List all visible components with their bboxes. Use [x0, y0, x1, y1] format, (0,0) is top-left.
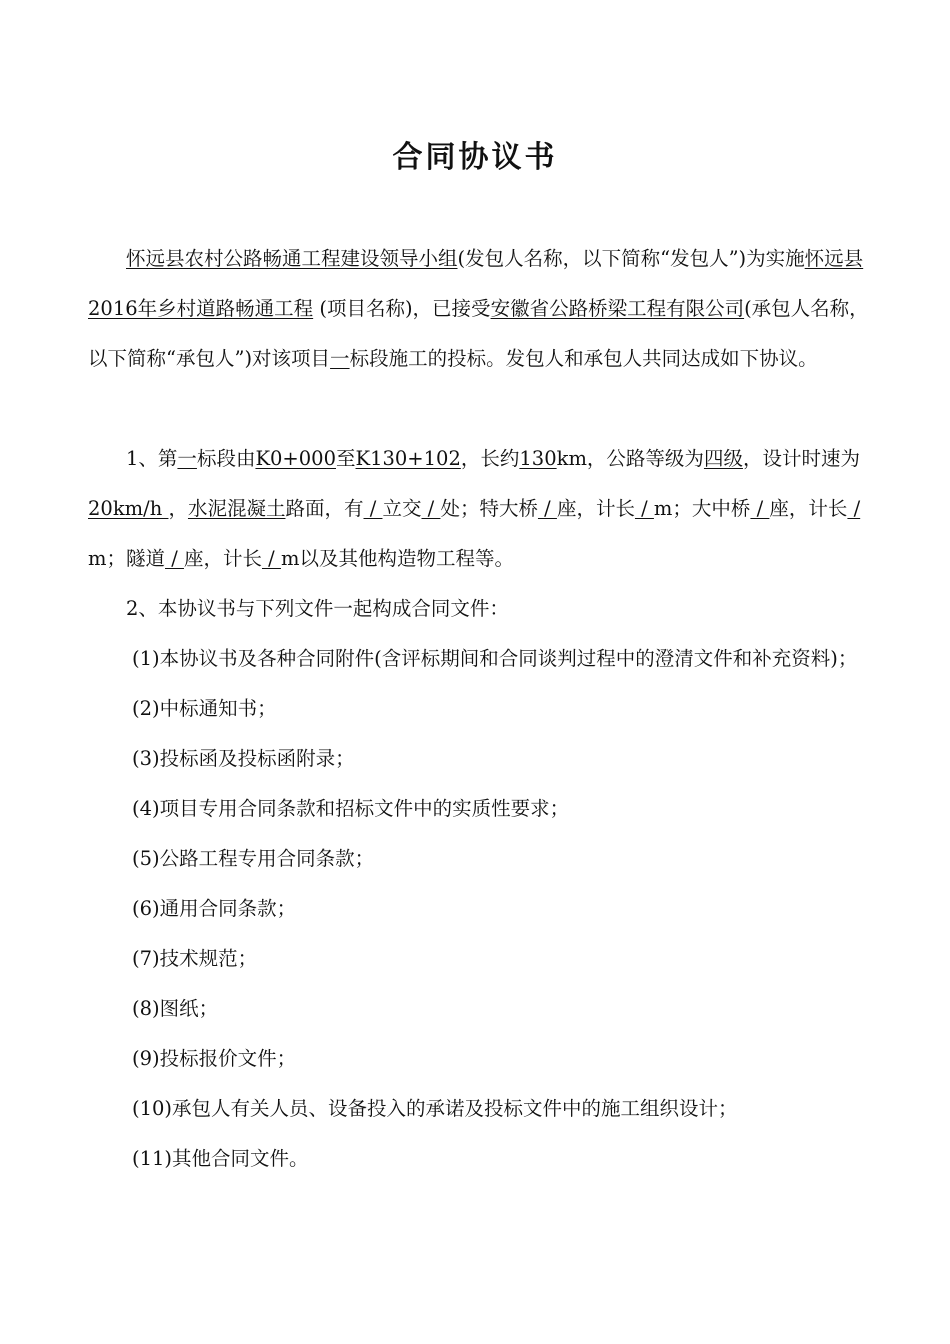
- clause-1-text: 座，计长: [556, 497, 635, 520]
- list-item: (9)投标报价文件；: [132, 1047, 297, 1070]
- interchange-count: /: [363, 497, 383, 520]
- list-item: (10)承包人有关人员、设备投入的承诺及投标文件中的施工组织设计；: [132, 1097, 738, 1120]
- project-note: (项目名称)，已接受: [313, 297, 491, 320]
- clause-1: [88, 434, 878, 584]
- clause-1-text: m；隧道: [88, 547, 165, 570]
- clause-1-text: ，设计时速为: [742, 447, 860, 470]
- list-item: (11)其他合同文件。: [132, 1147, 309, 1170]
- clause-1-text: 座，计长: [769, 497, 848, 520]
- bridge-count: /: [750, 497, 770, 520]
- end-station: K130+102: [355, 447, 461, 470]
- clause-2: 2、本协议书与下列文件一起构成合同文件：: [126, 597, 509, 620]
- document-list: [88, 634, 878, 1184]
- clause-1-text: 处；特大桥: [440, 497, 538, 520]
- section-number: 一: [330, 347, 350, 370]
- clause-1-text: m；大中桥: [653, 497, 751, 520]
- clause-1-text: ，长约: [460, 447, 520, 470]
- employer-note: (发包人名称，以下简称“发包人”)为实施: [457, 247, 805, 270]
- clause-1-text: km，公路等级为: [556, 447, 704, 470]
- list-item: (7)技术规范；: [132, 947, 258, 970]
- tunnel-count: /: [165, 547, 184, 570]
- start-station: K0+000: [255, 447, 336, 470]
- super-bridge-length: /: [634, 497, 654, 520]
- intro-paragraph: [88, 234, 878, 384]
- clause-1-text: 立交: [382, 497, 422, 520]
- road-grade: 四级: [703, 447, 743, 470]
- project-name: 怀远县2016年乡村道路畅通工程: [88, 247, 864, 320]
- design-speed: 20km/h: [88, 497, 169, 520]
- super-bridge-count: /: [537, 497, 557, 520]
- route-length: 130: [519, 447, 557, 470]
- clause-1-text: m以及其他构造物工程等。: [280, 547, 514, 570]
- clause-1-text: 至: [336, 447, 356, 470]
- clause-1-text: ，: [168, 497, 188, 520]
- tunnel-length: /: [261, 547, 281, 570]
- list-item: (5)公路工程专用合同条款；: [132, 847, 375, 870]
- clause-1-text: 标段由: [196, 447, 256, 470]
- list-item: (3)投标函及投标函附录；: [132, 747, 355, 770]
- clause-1-prefix: 1、第: [126, 447, 178, 470]
- list-item: (8)图纸；: [132, 997, 219, 1020]
- list-item: (6)通用合同条款；: [132, 897, 297, 920]
- pavement-type: 水泥混凝土: [187, 497, 286, 520]
- page-title: 合同协议书: [392, 140, 558, 175]
- intro-tail: 标段施工的投标。发包人和承包人共同达成如下协议。: [349, 347, 818, 370]
- interchange-sites: /: [421, 497, 441, 520]
- bridge-length: /: [847, 497, 861, 520]
- contractor-note: (承包人名称，以下简称“承包人”)对该项目: [88, 297, 869, 370]
- clause-1-text: 座，计长: [183, 547, 262, 570]
- list-item: (2)中标通知书；: [132, 697, 277, 720]
- clause-1-text: 路面，有: [285, 497, 364, 520]
- contractor-name: 安徽省公路桥梁工程有限公司: [490, 297, 745, 320]
- employer-name: 怀远县农村公路畅通工程建设领导小组: [126, 247, 458, 270]
- list-item: (4)项目专用合同条款和招标文件中的实质性要求；: [132, 797, 570, 820]
- clause-1-section: 一: [177, 447, 197, 470]
- list-item: (1)本协议书及各种合同附件(含评标期间和合同谈判过程中的澄清文件和补充资料)；: [132, 647, 858, 670]
